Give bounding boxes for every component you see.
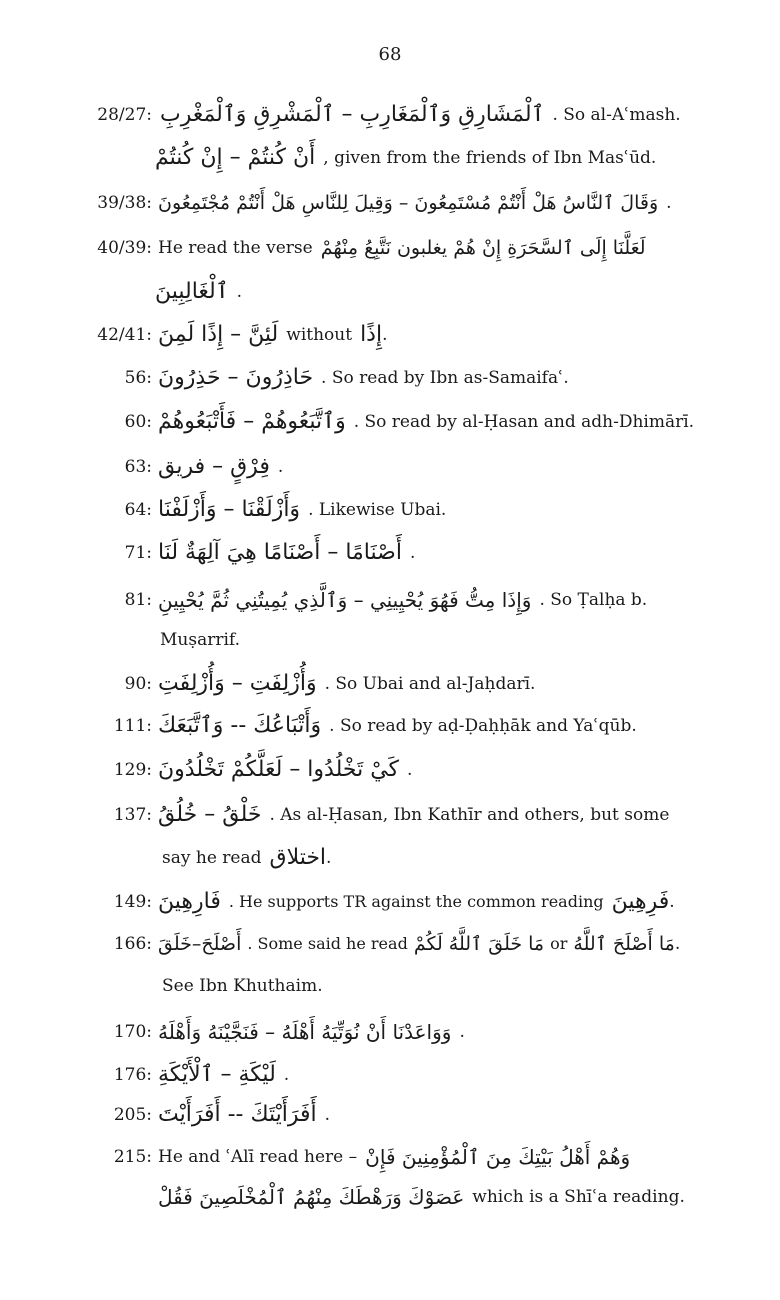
verse-ref: 205: [113,1105,152,1125]
note-text: , given from the friends of Ibn Masʿūd. [323,148,657,168]
verse-ref: 40/39: [97,238,152,258]
arabic-variant: وَوَاعَدْنَا أَنْ نُوَتِّيَهُ أَهْلَهُ – فَنَجَّيْنَهُ وَأَهْلَهُ [158,1020,452,1044]
verse-ref: 56: [124,368,152,388]
verse-ref: 81: [124,590,152,610]
verse-ref: 166: [113,934,152,954]
entry-137 [0,795,780,835]
arabic-variant-2: فَرِهِينَ [611,889,670,914]
arabic-variant: لَيْكَةِ – ٱلْأَيْكَةِ [158,1062,276,1087]
entry-215 [0,1137,780,1177]
note-text: say he read [162,848,262,868]
verse-ref: 42/41: [97,325,152,345]
arabic-variant: أَنْ كُنتُمْ – إِنْ كُنتُمْ [155,145,316,170]
arabic-variant: أَصْنَامًا – أَصْنَامًا هِيَ آلِهَةٌ لَنَا [158,540,402,565]
note-text: . [666,193,672,213]
note-text: . He supports TR against the common reading [228,892,604,911]
note-text: Muṣarrif. [160,630,240,650]
arabic-variant: وَأَزْلَقْنَا – وَأَزْلَفْنَا [158,497,301,522]
arabic-variant: وَأُزْلِفَتِ – وَأُزْلِفَتِ [158,671,317,696]
arabic-variant: حَاذِرُونَ – حَذِرُونَ [158,365,314,390]
arabic-variant: كَيْ تَخْلُدُوا – لَعَلَّكُمْ تَخْلُدُونَ [158,757,400,782]
entry-71 [0,533,780,573]
verse-ref: 60: [124,412,152,432]
note-text: which is a Shīʿa reading. [472,1187,685,1207]
entry-28-27-continued [0,138,780,178]
arabic-variant: لَعَلَّنَا إِلَى ٱلسَّحَرَةِ إِنْ هُمْ يغلبون نَتَّبِعُ مِنْهُمْ [320,237,646,259]
entry-166-continued [0,966,780,1006]
note-text-2: . [382,325,388,345]
arabic-variant-2: مَا خَلَقَ ٱللَّهُ لَكُمْ [413,933,545,955]
arabic-variant: فِرْقٍ – فريق [158,454,270,479]
note-text: . [324,1105,331,1125]
entry-42-41 [0,315,780,355]
arabic-variant: اختلاق [269,845,327,870]
arabic-variant: وَٱتَّبَعُوهُمْ – فَأَتْبَعُوهُمْ [158,409,346,434]
entry-111 [0,706,780,746]
arabic-variant: أَفَرَأَيْتَكَ -- أَفَرَأَيْتَ [158,1102,317,1127]
entry-215-continued [0,1177,780,1217]
entry-137-continued [0,838,780,878]
arabic-variant: وَهُمْ أَهْلُ بَيْتِكَ مِنَ ٱلْمُؤْمِنِينَ فَإِنْ [365,1145,631,1169]
note-text: He and ʿAlī read here – [158,1147,358,1167]
entry-81-continued [0,620,780,660]
entry-149 [0,882,780,922]
arabic-variant: وَقَالَ ٱلنَّاسُ هَلْ أَنْتُمْ مُسْتَمِعُونَ – وَقِيلَ لِلنَّاسِ هَلْ أَنْتُمْ مُجْتَمِعُونَ [158,192,659,214]
verse-ref: 28/27: [97,105,152,125]
entry-40-39 [0,228,780,268]
entry-64 [0,490,780,530]
entry-28-27 [0,95,780,135]
note-text: . So al-Aʿmash. [552,105,681,125]
note-text: . As al-Ḥasan, Ibn Kathīr and others, but some [269,805,670,825]
note-text: . [459,1022,465,1042]
verse-ref: 215: [113,1147,152,1167]
note-text-2: or [550,934,568,953]
arabic-variant: عَصَوْكَ وَرَهْطَكَ مِنْهُمُ ٱلْمُخْلَصِينَ فَقُلْ [158,1185,465,1209]
verse-ref: 90: [124,674,152,694]
entry-63 [0,447,780,487]
entry-81 [0,580,780,620]
note-text: . So read by Ibn as-Samaifaʿ. [321,368,569,388]
verse-ref: 71: [124,543,152,563]
note-text: . [277,457,284,477]
verse-ref: 129: [113,760,152,780]
note-text: without [286,325,353,345]
arabic-variant: أَصْلَحَ–خَلَقَ [158,933,242,955]
verse-ref: 176: [113,1065,152,1085]
entry-40-39-continued [0,272,780,312]
note-text: . [283,1065,290,1085]
note-text: . [407,760,413,780]
arabic-variant: فَارِهِينَ [158,889,221,914]
verse-ref: 64: [124,500,152,520]
arabic-variant: ٱلْغَالِبِينَ [155,279,229,304]
note-text: . [409,543,416,563]
entry-56 [0,358,780,398]
note-text: . Likewise Ubai. [308,500,447,520]
note-text: . So Ṭalḥa b. [539,590,648,610]
arabic-variant-2: إِذًا [360,322,383,347]
note-text-2: . [326,848,332,868]
note-text: . So Ubai and al-Jaḥdarī. [324,674,536,694]
arabic-variant: وَإِذَا مِتُّ فَهُوَ يُحْيِينِي – وَٱلَّذِي يُمِيتُنِي ثُمَّ يُحْيِينِ [158,588,532,612]
arabic-variant: ٱلْمَشَارِقِ وَٱلْمَغَارِبِ – ٱلْمَشْرِقِ وَٱلْمَغْرِبِ [160,102,545,127]
entry-205 [0,1095,780,1135]
arabic-variant: خَلْقُ – خُلُقُ [158,802,262,827]
verse-ref: 149: [113,892,152,912]
arabic-variant: وَأَتْبَاعُكَ -- وَٱتَّبَعَكَ [158,713,322,738]
verse-ref: 170: [113,1022,152,1042]
verse-ref: 137: [113,805,152,825]
entry-90 [0,664,780,704]
note-text: He read the verse [158,238,313,258]
verse-ref: 39/38: [97,193,152,213]
note-text: . So read by al-Ḥasan and adh-Dhimārī. [353,412,695,432]
note-text-2: . [669,892,675,912]
note-text: . Some said he read [247,934,408,953]
page-number: 68 [378,44,402,65]
note-text: . [236,282,243,302]
entry-60 [0,402,780,442]
entry-166 [0,924,780,964]
entry-39-38 [0,183,780,223]
note-text: See Ibn Khuthaim. [162,976,323,996]
note-text: . So read by aḍ-Ḍaḥḥāk and Yaʿqūb. [329,716,637,736]
entry-129 [0,750,780,790]
verse-ref: 111: [113,716,152,736]
entry-170 [0,1012,780,1052]
arabic-variant: لَئِنَّ – إِذًا لَمِنَ [158,322,279,347]
note-text-3: . [674,934,681,954]
arabic-variant-3: مَا أَصْلَحَ ٱللَّهُ [573,933,675,955]
verse-ref: 63: [124,457,152,477]
entry-176 [0,1055,780,1095]
